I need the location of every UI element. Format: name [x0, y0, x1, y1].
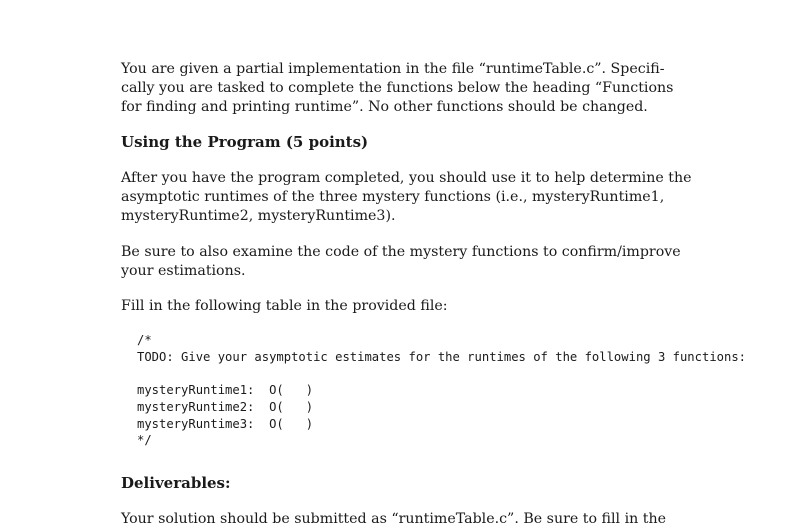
deliverables-p1-line-1: Your solution should be submitted as “runtimeTable.c”. Be sure to fill in the — [121, 511, 666, 527]
deliverables-heading: Deliverables: — [121, 474, 231, 492]
code-line-1: /* — [137, 333, 152, 347]
code-line-4: mysteryRuntime1: O( ) — [137, 383, 314, 398]
using-p1-line-1: After you have the program completed, you should use it to help determine the — [121, 170, 692, 186]
using-p1-line-3: mysteryRuntime2, mysteryRuntime3). — [121, 208, 396, 224]
intro-paragraph — [121, 60, 674, 117]
code-line-5: mysteryRuntime2: O( ) — [137, 399, 314, 414]
deliverables-paragraph-1 — [121, 510, 666, 529]
code-block — [137, 332, 746, 449]
using-paragraph-1 — [121, 169, 692, 226]
using-p3-line-1: Fill in the following table in the provided file: — [121, 298, 448, 314]
using-p2-line-2: your estimations. — [121, 263, 246, 279]
using-paragraph-3 — [121, 297, 661, 316]
intro-line-1: You are given a partial implementation in the file “runtimeTable.c”. Specifi- — [121, 61, 665, 77]
intro-line-2: cally you are tasked to complete the functions below the heading “Functions — [121, 80, 674, 96]
code-line-2: TODO: Give your asymptotic estimates for the runtimes of the following 3 functions: — [137, 349, 747, 364]
using-p1-line-2: asymptotic runtimes of the three mystery functions (i.e., mysteryRuntime1, — [121, 189, 665, 205]
intro-line-3: for finding and printing runtime”. No other functions should be changed. — [121, 99, 648, 115]
code-line-7: */ — [137, 433, 152, 448]
using-paragraph-2 — [121, 243, 681, 281]
code-line-6: mysteryRuntime3: O( ) — [137, 416, 314, 431]
code-line-3 — [137, 365, 746, 382]
using-program-heading: Using the Program (5 points) — [121, 133, 369, 151]
using-p2-line-1: Be sure to also examine the code of the mystery functions to confirm/improve — [121, 244, 681, 260]
